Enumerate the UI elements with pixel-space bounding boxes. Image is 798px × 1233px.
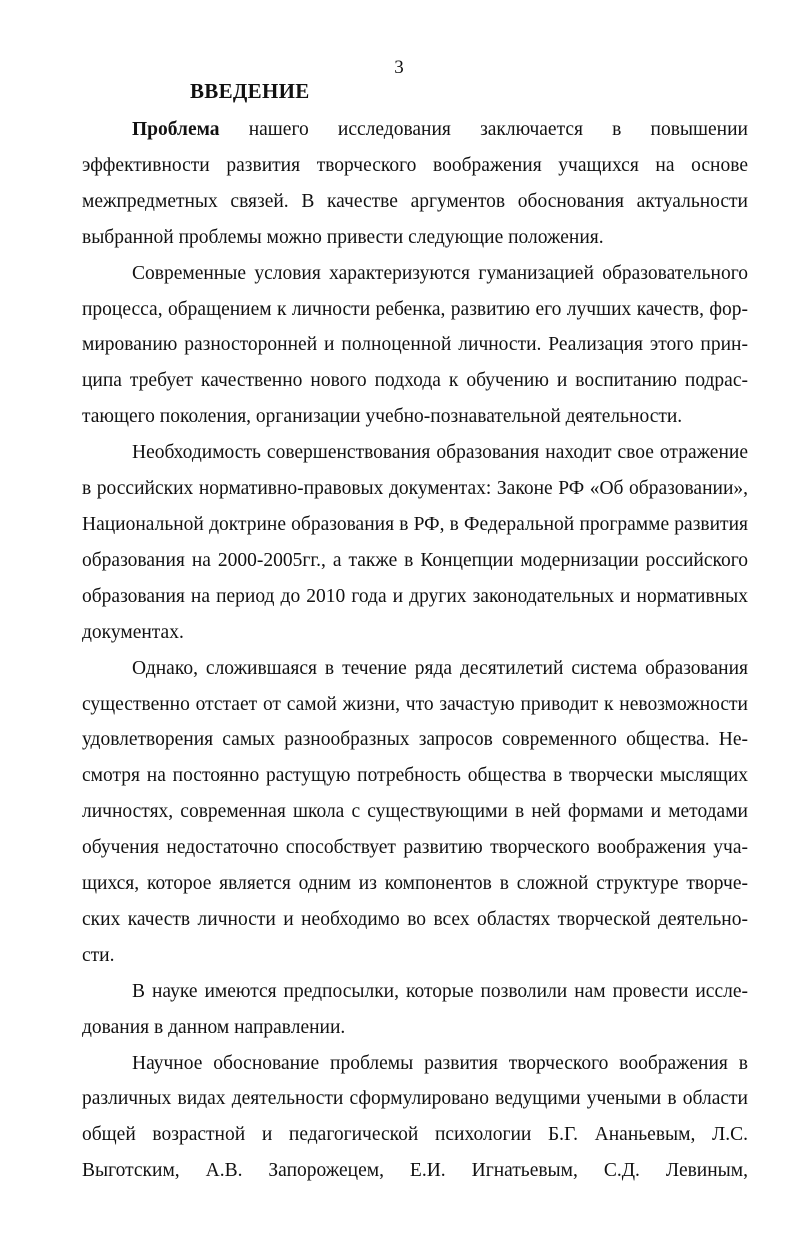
paragraph-system-lag: Однако, сложившаяся в течение ряда десятилетий система образования существенно отстает от самой жизни, что зачастую приводит к невозможности удовлетворения самых разнообразных запросов современного общества. Несмотря на постоянно растущую потребность общества в творчески мыслящих личностях, современная школа с существующими в ней формами и методами обучения недостаточно способствует развитию творческого воображения учащихся, которое является одним из компонентов в сложной структуре творческих качеств личности и необходимо во всех областях творческой деятельности. (82, 657, 748, 966)
paragraph-modern-conditions: Современные условия характеризуются гуманизацией образовательного процесса, обращением к личности ребенка, развитию его лучших качеств, формированию разносторонней и полноценной личности. Реализация этого принципа требует качественно нового подхода к обучению и воспитанию подрастающего поколения, организации учебно-познавательной деятельности. (82, 262, 748, 428)
section-heading: ВВЕДЕНИЕ (190, 79, 310, 103)
paragraph-prerequisites: В науке имеются предпосылки, которые позволили нам провести исследования в данном направлении. (82, 980, 748, 1038)
body-text (82, 112, 748, 1189)
paragraph-lead-term: Проблема (132, 119, 220, 140)
paragraph-problem (82, 112, 748, 256)
paragraph-documents: Необходимость совершенствования образования находит свое отражение в российских нормативно-правовых документах: Законе РФ «Об образовании», Национальной доктрине образования в РФ, в Федеральной программе развития образования на 2000-2005гг., а также в Концепции модернизации российского образования на период до 2010 года и других законодательных и нормативных документах. (82, 442, 748, 643)
paragraph-scientific-basis: Научное обоснование проблемы развития творческого воображения в различных видах деятельности сформулировано ведущими учеными в области общей возрастной и педагогической психологии Б.Г. Ананьевым, Л.С. Выготским, А.В. Запорожецем, Е.И. Игнатьевым, С.Д. Левиным, (82, 1052, 748, 1182)
page-number: 3 (394, 57, 404, 78)
paragraph-problem-text: нашего исследования заключается в повышении эффективности развития творческого воображения учащихся на основе межпредметных связей. В качестве аргументов обоснования актуальности выбранной проблемы можно привести следующие положения. (82, 119, 748, 248)
